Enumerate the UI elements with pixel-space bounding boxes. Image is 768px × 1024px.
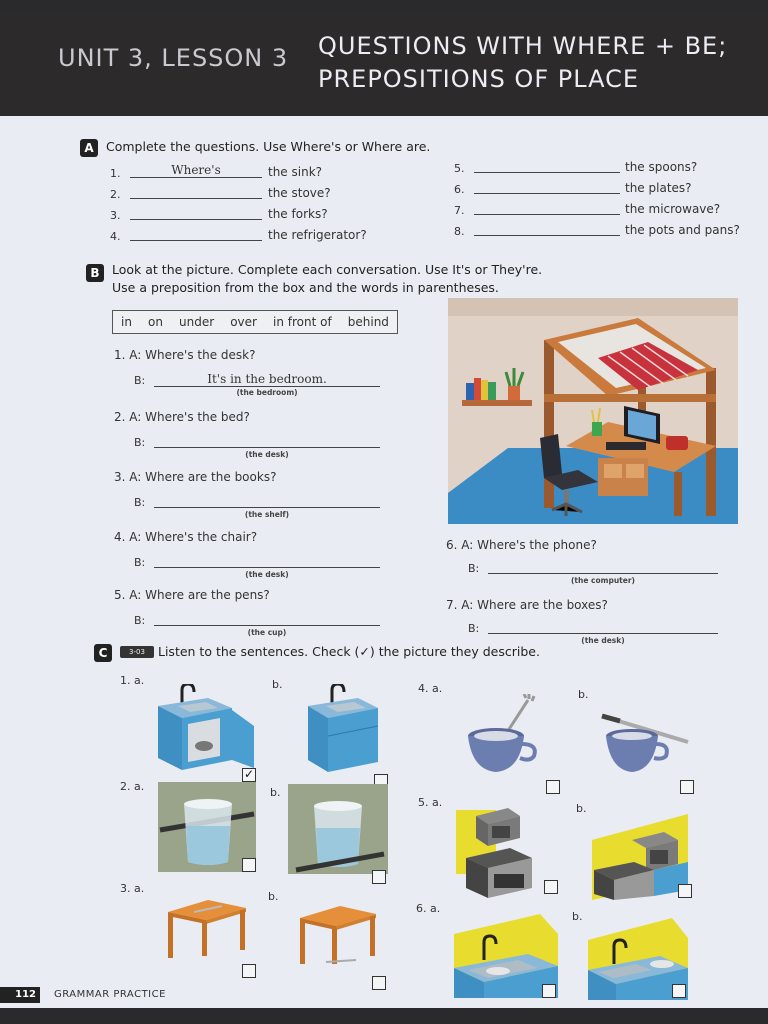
fork-in-cup-picture (466, 694, 542, 776)
section-b-instruction-line2: Use a preposition from the box and the words in parentheses. (112, 280, 499, 295)
answer-blank[interactable] (474, 201, 620, 215)
conversation-b-label: B: (134, 496, 146, 509)
audio-track-icon[interactable] (120, 646, 154, 658)
item-label: 3. a. (120, 882, 145, 895)
checkbox-6a[interactable] (542, 984, 556, 998)
conversation-hint: (the desk) (581, 636, 625, 645)
answer-blank[interactable] (130, 185, 262, 199)
conversation-b-label: B: (468, 562, 480, 575)
audio-track-label: 3-03 (129, 648, 145, 656)
checkbox-1a[interactable]: ✓ (243, 767, 255, 781)
question-number: 4. (110, 230, 121, 243)
conversation-question: 6. A: Where's the phone? (446, 538, 597, 552)
answer-blank[interactable] (130, 227, 262, 241)
sink-cabinet-open-picture (158, 684, 258, 770)
question-text: the forks? (268, 207, 328, 221)
question-text: the spoons? (625, 160, 698, 174)
checkbox-4a[interactable] (546, 780, 560, 794)
checkbox-5b[interactable] (678, 884, 692, 898)
section-c-badge: C (94, 644, 112, 662)
checkbox-5a[interactable] (544, 880, 558, 894)
lesson-title-line1: QUESTIONS WITH WHERE + BE; (318, 32, 728, 60)
answer-blank[interactable] (474, 159, 620, 173)
conversation-b-label: B: (134, 614, 146, 627)
conversation-hint: (the cup) (247, 628, 287, 637)
conversation-hint: (the computer) (571, 576, 635, 585)
fork-under-table-picture (296, 904, 380, 970)
lesson-header (0, 12, 768, 116)
checkbox-6b[interactable] (672, 984, 686, 998)
word-box-item: in (121, 315, 132, 329)
microwave-on-stove-picture (456, 802, 544, 898)
item-b-label: b. (270, 786, 281, 799)
word-box-item: under (179, 315, 215, 329)
question-text: the plates? (625, 181, 692, 195)
section-b-instruction-line1: Look at the picture. Complete each conversation. Use It's or They're. (112, 262, 543, 277)
item-label: 1. a. (120, 674, 145, 687)
checkbox-4b[interactable] (680, 780, 694, 794)
question-text: the stove? (268, 186, 331, 200)
conversation-answer[interactable] (154, 554, 380, 568)
sink-cabinet-closed-picture (308, 684, 382, 772)
conversation-b-label: B: (468, 622, 480, 635)
conversation-question: 2. A: Where's the bed? (114, 410, 250, 424)
section-a-instruction: Complete the questions. Use Where's or Where are. (106, 139, 431, 154)
item-label: 5. a. (418, 796, 443, 809)
question-text: the pots and pans? (625, 223, 740, 237)
question-number: 1. (110, 167, 121, 180)
section-a-badge: A (80, 139, 98, 157)
conversation-b-label: B: (134, 556, 146, 569)
footer-label: GRAMMAR PRACTICE (54, 989, 166, 1000)
item-b-label: b. (578, 688, 589, 701)
fork-on-table-picture (164, 898, 250, 958)
answer-blank[interactable] (130, 206, 262, 220)
question-number: 2. (110, 188, 121, 201)
word-box-item: on (148, 315, 163, 329)
item-label: 6. a. (416, 902, 441, 915)
unit-label: UNIT 3, LESSON 3 (58, 44, 289, 72)
item-label: 4. a. (418, 682, 443, 695)
conversation-answer[interactable] (488, 560, 718, 574)
conversation-question: 1. A: Where's the desk? (114, 348, 256, 362)
question-number: 5. (454, 162, 465, 175)
conversation-hint: (the shelf) (244, 510, 290, 519)
answer-blank[interactable] (474, 180, 620, 194)
conversation-hint: (the desk) (245, 570, 289, 579)
conversation-question: 5. A: Where are the pens? (114, 588, 270, 602)
conversation-question: 4. A: Where's the chair? (114, 530, 258, 544)
conversation-answer[interactable] (488, 620, 718, 634)
conversation-b-label: B: (134, 374, 146, 387)
question-number: 3. (110, 209, 121, 222)
word-box-item: over (230, 315, 257, 329)
answer-blank[interactable] (474, 222, 620, 236)
lesson-title (318, 30, 727, 96)
question-number: 7. (454, 204, 465, 217)
checkbox-3b[interactable] (372, 976, 386, 990)
checkbox-2b[interactable] (372, 870, 386, 884)
item-label: 2. a. (120, 780, 145, 793)
bedroom-picture (448, 298, 738, 524)
page-number: 112 (0, 987, 40, 1003)
straw-in-front-of-glass-picture (288, 784, 388, 874)
question-text: the microwave? (625, 202, 721, 216)
item-b-label: b. (572, 910, 583, 923)
conversation-question: 3. A: Where are the books? (114, 470, 277, 484)
question-text: the refrigerator? (268, 228, 367, 242)
checkbox-2a[interactable] (242, 858, 256, 872)
checkbox-3a[interactable] (242, 964, 256, 978)
word-box-item: in front of (273, 315, 332, 329)
section-b-badge: B (86, 264, 104, 282)
conversation-b-label: B: (134, 436, 146, 449)
section-c-instruction: Listen to the sentences. Check (✓) the picture they describe. (158, 644, 540, 659)
question-number: 6. (454, 183, 465, 196)
conversation-answer[interactable]: It's in the bedroom. (154, 372, 380, 387)
conversation-answer[interactable] (154, 494, 380, 508)
lesson-title-line2: PREPOSITIONS OF PLACE (318, 65, 640, 93)
item-b-label: b. (576, 802, 587, 815)
knife-behind-cup-picture (598, 712, 692, 776)
word-box-item: behind (347, 315, 389, 329)
conversation-answer[interactable] (154, 434, 380, 448)
conversation-question: 7. A: Where are the boxes? (446, 598, 608, 612)
item-b-label: b. (268, 890, 279, 903)
question-text: the sink? (268, 165, 323, 179)
item-b-label: b. (272, 678, 283, 691)
answer-blank[interactable]: Where's (130, 164, 262, 178)
question-number: 8. (454, 225, 465, 238)
conversation-hint: (the desk) (245, 450, 289, 459)
workbook-page (0, 12, 768, 1008)
preposition-word-box (112, 310, 398, 334)
conversation-answer[interactable] (154, 612, 380, 626)
conversation-hint: (the bedroom) (236, 388, 298, 397)
